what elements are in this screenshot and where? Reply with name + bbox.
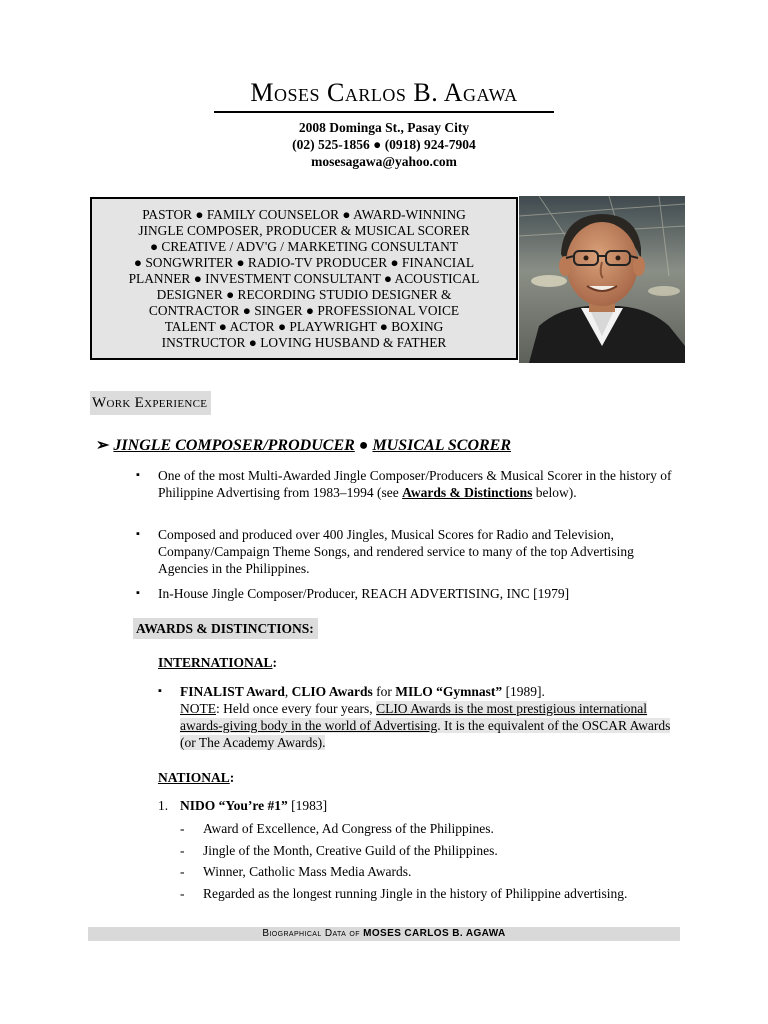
dash-bullet: - <box>180 864 185 879</box>
profile-line: PASTOR ● FAMILY COUNSELOR ● AWARD-WINNING <box>142 207 466 222</box>
note-text-end: . It is the equivalent of the OSCAR Awards (or The Academy Awards). <box>180 718 671 750</box>
profile-line: PLANNER ● INVESTMENT CONSULTANT ● ACOUSTICAL <box>128 271 480 286</box>
note-highlight: CLIO Awards is the most prestigious international awards-giving body in the world of Advertising <box>180 701 648 733</box>
profile-summary-box <box>90 197 518 360</box>
job-title-part2: MUSICAL SCORER <box>372 437 512 454</box>
award-work: MILO “Gymnast” <box>395 684 503 699</box>
national-colon: : <box>229 770 235 785</box>
list-item: Award of Excellence, Ad Congress of the Philippines. <box>203 821 494 836</box>
job-title-part1: JINGLE COMPOSER/PRODUCER <box>113 437 355 454</box>
list-item: Jingle of the Month, Creative Guild of the Philippines. <box>203 843 498 858</box>
award-comma: , <box>284 684 292 699</box>
email: mosesagawa@yahoo.com <box>311 154 457 169</box>
list-item: Composed and produced over 400 Jingles, Musical Scores for Radio and Television, Company/Campaign Theme Songs, and rendered service to many of the top Advertising Agencies in the Philippines. <box>158 527 634 576</box>
award-name: FINALIST Award <box>180 684 285 699</box>
profile-line: ● CREATIVE / ADV'G / MARKETING CONSULTANT <box>150 239 458 254</box>
profile-line: ● SONGWRITER ● RADIO-TV PRODUCER ● FINANCIAL <box>133 255 475 270</box>
award-org: CLIO Awards <box>291 684 373 699</box>
profile-line: INSTRUCTOR ● LOVING HUSBAND & FATHER <box>161 335 447 350</box>
profile-line: CONTRACTOR ● SINGER ● PROFESSIONAL VOICE <box>148 303 460 318</box>
awards-heading: AWARDS & DISTINCTIONS: <box>133 618 318 639</box>
dash-bullet: - <box>180 886 185 901</box>
bullet-text-end: below). <box>532 485 577 500</box>
portrait-photo <box>519 196 685 363</box>
national-heading <box>158 770 234 786</box>
international-colon: : <box>272 655 278 670</box>
list-item-title <box>180 798 327 814</box>
international-label: INTERNATIONAL <box>158 655 273 670</box>
note-label: NOTE <box>180 701 216 716</box>
award-for: for <box>372 684 396 699</box>
square-bullet-icon: ▪ <box>158 685 162 697</box>
award-year: [1989]. <box>502 684 545 699</box>
profile-line: JINGLE COMPOSER, PRODUCER & MUSICAL SCORER <box>138 223 470 238</box>
list-item: Winner, Catholic Mass Media Awards. <box>203 864 412 879</box>
list-item: In-House Jingle Composer/Producer, REACH ADVERTISING, INC [1979] <box>158 586 570 601</box>
footer-prefix: Biographical Data of <box>262 928 364 939</box>
phone-numbers: (02) 525-1856 ● (0918) 924-7904 <box>292 137 476 152</box>
list-item: Regarded as the longest running Jingle in the history of Philippine advertising. <box>203 886 628 901</box>
job-title-separator: ● <box>354 437 373 454</box>
list-number: 1. <box>158 798 169 813</box>
dash-bullet: - <box>180 821 185 836</box>
dash-bullet: - <box>180 843 185 858</box>
list-item <box>158 467 678 501</box>
international-heading <box>158 655 277 671</box>
square-bullet-icon: ▪ <box>136 469 140 481</box>
square-bullet-icon: ▪ <box>136 587 140 599</box>
awards-link[interactable]: Awards & Distinctions <box>402 485 533 500</box>
job-title <box>96 435 511 455</box>
address: 2008 Dominga St., Pasay City <box>298 120 470 135</box>
square-bullet-icon: ▪ <box>136 528 140 540</box>
bullet-text: One of the most Multi-Awarded Jingle Composer/Producers & Musical Scorer in the history of Philippine Advertising from 1983–1994 (see <box>158 468 672 500</box>
page-footer <box>88 927 680 941</box>
arrow-bullet-icon: ➢ <box>96 437 110 454</box>
profile-line: DESIGNER ● RECORDING STUDIO DESIGNER & <box>156 287 452 302</box>
footer-name: MOSES CARLOS B. AGAWA <box>363 928 506 939</box>
award-work: NIDO “You’re #1” <box>180 798 288 813</box>
page-title: Moses Carlos B. Agawa <box>250 78 518 107</box>
list-item <box>180 683 680 751</box>
profile-line: TALENT ● ACTOR ● PLAYWRIGHT ● BOXING <box>164 319 444 334</box>
national-label: NATIONAL <box>158 770 230 785</box>
award-year: [1983] <box>287 798 328 813</box>
section-title-work-experience: Work Experience <box>90 391 211 415</box>
title-underline <box>214 111 554 113</box>
note-text: : Held once every four years, <box>216 701 377 716</box>
